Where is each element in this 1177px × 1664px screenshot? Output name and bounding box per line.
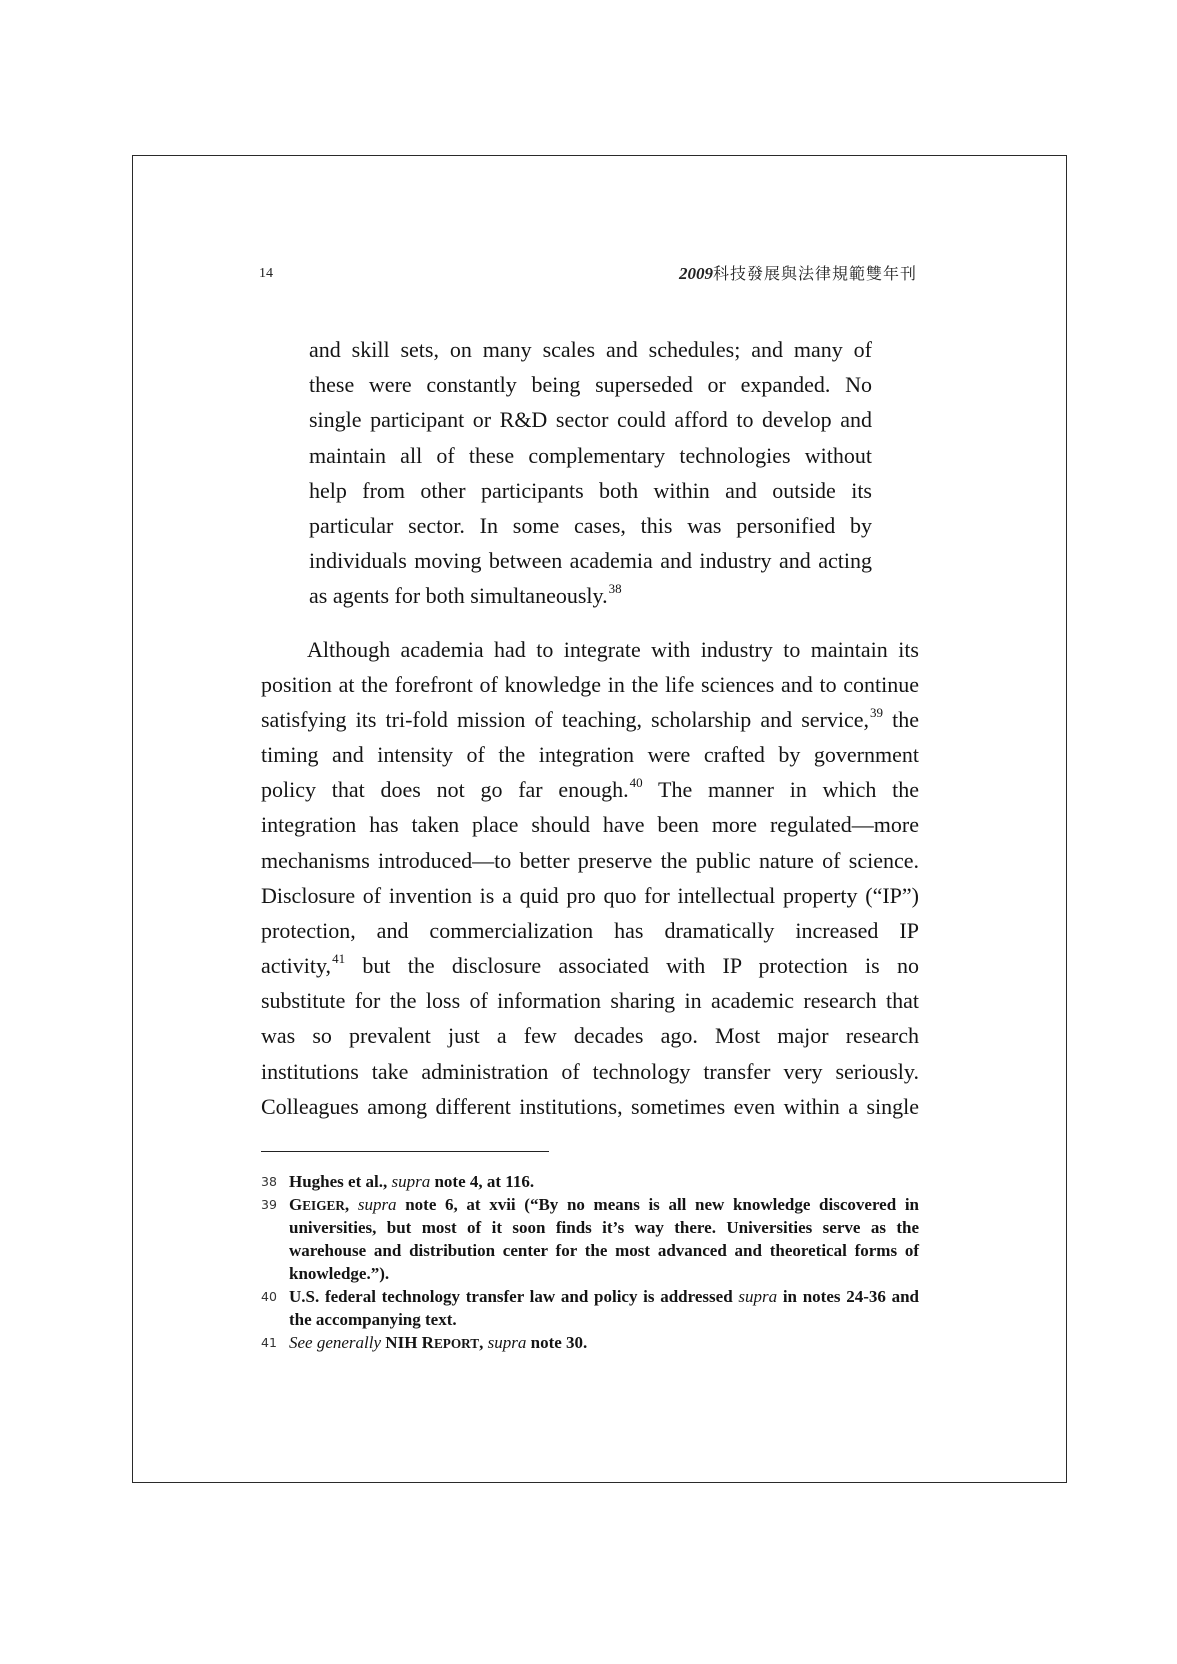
quote-line: single participant or R&D sector could afford to develop and	[309, 407, 872, 433]
journal-year: 2009	[678, 264, 713, 283]
footnote-text: ,	[344, 1194, 358, 1214]
source-smallcaps: REPORT	[421, 1332, 480, 1352]
paragraph-line: Although academia had to integrate with industry to maintain its	[307, 636, 919, 662]
footnote-line	[289, 1331, 919, 1354]
footnote-line	[289, 1170, 919, 1193]
paragraph-line-text: The manner in which the	[642, 777, 919, 803]
footnote-separator	[261, 1151, 549, 1152]
running-title	[679, 262, 917, 286]
paragraph-line: was so prevalent just a few decades ago. Most major research	[261, 1023, 919, 1049]
footnote-text: in notes 24-36 and	[777, 1286, 919, 1306]
footnotes	[261, 1170, 919, 1354]
footnote-number: 39	[261, 1196, 277, 1212]
author-smallcaps: GEIGER	[289, 1194, 345, 1214]
quote-line-text: as agents for both simultaneously.	[309, 583, 608, 609]
footnote-line: universities, but most of it soon finds it’s way there. Universities serve as the	[289, 1217, 919, 1237]
footnote-text: NIH	[381, 1332, 422, 1352]
footnote-text: note 30.	[526, 1332, 588, 1352]
footnote-text: note 4, at 116.	[430, 1171, 535, 1191]
paragraph-line	[261, 772, 919, 807]
footnote-41	[261, 1331, 919, 1354]
footnote-number: 40	[261, 1288, 277, 1304]
paragraph-line: substitute for the loss of information sharing in academic research that	[261, 988, 919, 1014]
footnote-ref-41: 41	[332, 951, 346, 967]
paragraph-line: integration has taken place should have been more regulated—more	[261, 812, 919, 838]
footnote-number: 41	[261, 1334, 277, 1350]
footnote-text: U.S. federal technology transfer law and policy is addressed	[289, 1286, 739, 1306]
footnote-line	[289, 1193, 919, 1216]
paragraph-line-text: the	[883, 706, 919, 732]
footnote-line	[289, 1285, 919, 1308]
paragraph-line	[261, 702, 919, 737]
quote-line	[309, 578, 872, 613]
paragraph-line: position at the forefront of knowledge in the life sciences and to continue	[261, 671, 919, 697]
block-quote	[309, 332, 872, 613]
citation-signal: supra	[738, 1286, 778, 1306]
footnote-line: warehouse and distribution center for the most advanced and theoretical forms of	[289, 1240, 919, 1260]
quote-line: particular sector. In some cases, this was personified by	[309, 512, 872, 538]
paragraph-line-text: policy that does not go far enough.	[261, 777, 629, 803]
paragraph-line: Disclosure of invention is a quid pro quo for intellectual property (“IP”)	[261, 882, 919, 908]
paragraph-line-text: satisfying its tri-fold mission of teaching, scholarship and service,	[261, 706, 870, 732]
page-number: 14	[259, 266, 273, 281]
footnote-line: knowledge.”).	[289, 1263, 390, 1283]
footnote-38	[261, 1170, 919, 1193]
footnote-text: ,	[479, 1332, 488, 1352]
citation-signal: supra	[357, 1194, 397, 1214]
paragraph-line: institutions take administration of technology transfer very seriously.	[261, 1058, 919, 1084]
citation-signal: supra	[487, 1332, 527, 1352]
quote-line: individuals moving between academia and industry and acting	[309, 548, 872, 574]
quote-line: help from other participants both within and outside its	[309, 477, 872, 503]
citation-signal: See generally	[289, 1332, 382, 1352]
paragraph-line: protection, and commercialization has dramatically increased IP	[261, 917, 919, 943]
quote-line: these were constantly being superseded or expanded. No	[309, 372, 872, 398]
paragraph-line	[261, 948, 919, 983]
footnote-text: note 6, at xvii (“By no means is all new knowledge discovered in	[396, 1194, 920, 1214]
paragraph-line: mechanisms introduced—to better preserve the public nature of science.	[261, 847, 919, 873]
footnote-ref-39: 39	[870, 704, 884, 720]
footnote-39	[261, 1193, 919, 1285]
quote-line: and skill sets, on many scales and schedules; and many of	[309, 337, 872, 362]
footnote-ref-38: 38	[608, 581, 622, 597]
footnote-text: Hughes et al.,	[289, 1171, 392, 1191]
footnote-ref-40: 40	[629, 775, 643, 791]
citation-signal: supra	[391, 1171, 431, 1191]
footnote-number: 38	[261, 1173, 277, 1189]
paragraph-line: Colleagues among different institutions, sometimes even within a single	[261, 1093, 919, 1119]
quote-line: maintain all of these complementary technologies without	[309, 442, 872, 468]
paragraph-line-text: but the disclosure associated with IP protection is no	[345, 953, 919, 979]
paragraph-line: timing and intensity of the integration were crafted by government	[261, 742, 919, 768]
footnote-40	[261, 1285, 919, 1331]
footnote-line: the accompanying text.	[289, 1309, 457, 1329]
body-paragraph	[261, 632, 919, 1124]
journal-title: 科技發展與法律規範雙年刊	[712, 266, 917, 283]
paragraph-line-text: activity,	[261, 953, 332, 979]
